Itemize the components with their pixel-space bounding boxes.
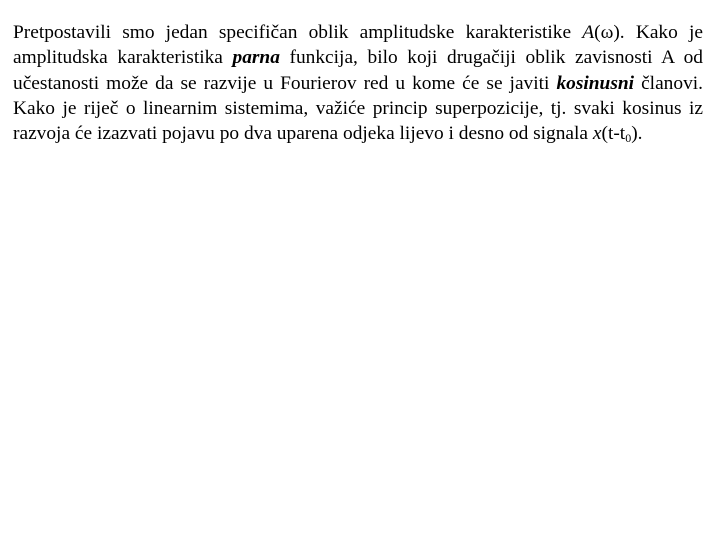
text-span: (t-t — [601, 123, 626, 145]
text-span: ). — [631, 123, 643, 145]
emphasis-parna: parna — [232, 47, 280, 69]
signal-symbol: x — [592, 123, 602, 145]
body-paragraph — [13, 20, 703, 146]
text-span: Kako je riječ o linearnim sistemima, važiće princip superpozicije, tj. svaki kosinus iz razvoja će izazvati pojavu po dva uparena odjeka lijevo i desno od signala — [13, 97, 703, 145]
text-span: članovi. — [634, 72, 703, 94]
text-span: Kako je amplitudska karakteristika — [13, 22, 703, 69]
text-span: funkcija, bilo koji drugačiji oblik zavisnosti A od učestanosti može da se razvije u Fourierov red u kome će se javiti — [13, 47, 703, 94]
text-span: Pretpostavili smo jedan specifičan oblik amplitudske karakteristike — [13, 22, 583, 43]
emphasis-kosinusni: kosinusni — [556, 72, 635, 94]
amplitude-symbol: A — [582, 22, 595, 43]
text-span: (ω). — [594, 22, 625, 43]
subscript-zero: 0 — [625, 131, 632, 146]
